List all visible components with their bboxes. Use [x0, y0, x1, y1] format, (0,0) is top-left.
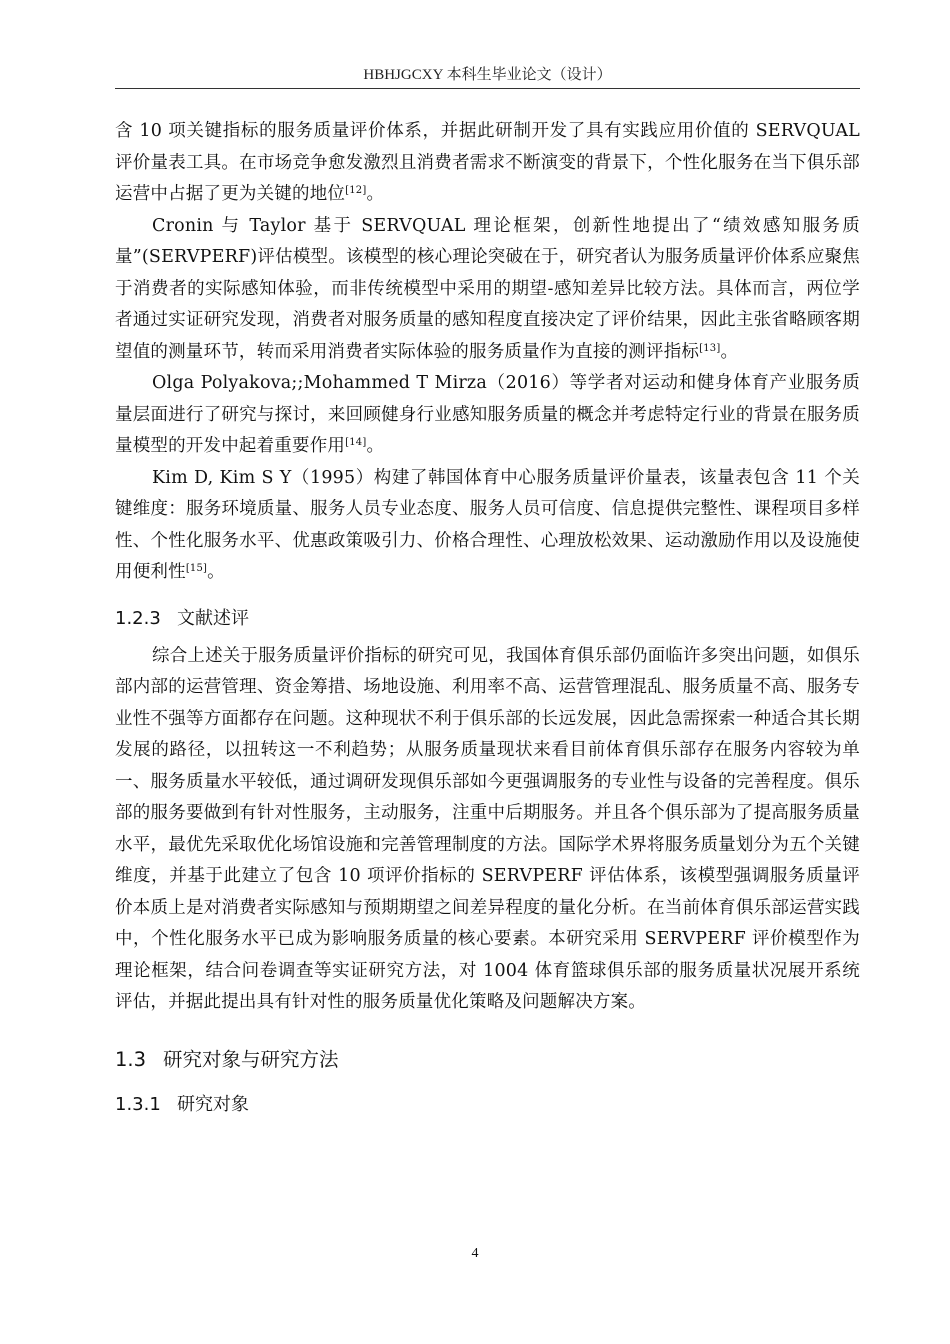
section-heading-1-2-3: 1.2.3 文献述评 — [115, 607, 249, 629]
citation-14: [14] — [345, 437, 367, 448]
paragraph-servqual-continuation: 含 10 项关键指标的服务质量评价体系，并据此研制开发了具有实践应用价值的 SERVQUAL 评价量表工具。在市场竞争愈发激烈且消费者需求不断演变的背景下，个性化服务在当下俱乐部运营中占据了更为关键的地位[12]。 — [115, 121, 860, 204]
citation-13: [13] — [699, 342, 721, 354]
citation-15: [15] — [185, 563, 208, 574]
citation-12: [12] — [345, 185, 367, 196]
section-heading-1-3-1: 1.3.1 研究对象 — [115, 1093, 249, 1115]
paragraph-servperf: Cronin 与 Taylor 基于 SERVQUAL 理论框架，创新性地提出了“绩效感知服务质量”(SERVPERF)评估模型。该模型的核心理论突破在于，研究者认为服务质量评价体系应聚焦于消费者的实际感知体验，而非传统模型中采用的期望-感知差异比较方法。具体而言，两位学者通过实证研究发现，消费者对服务质量的感知程度直接决定了评价结果，因此主张省略顾客期望值的测量环节，转而采用消费者实际体验的服务质量作为直接的测评指标[13]。 — [115, 215, 860, 362]
section-heading-1-3: 1.3 研究对象与研究方法 — [115, 1047, 339, 1071]
paragraph-polyakova: Olga Polyakova;;Mohammed T Mirza（2016）等学者对运动和健身体育产业服务质量层面进行了研究与探讨，来回顾健身行业感知服务质量的概念并考虑特定行业的背景在服务质量模型的开发中起着重要作用[14]。 — [115, 373, 860, 456]
page-body — [115, 116, 860, 1121]
paragraph-kim: Kim D, Kim S Y（1995）构建了韩国体育中心服务质量评价量表，该量表包含 11 个关键维度：服务环境质量、服务人员专业态度、服务人员可信度、信息提供完整性、课程项目多样性、个性化服务水平、优惠政策吸引力、价格合理性、心理放松效果、运动激励作用以及设施使用便利性[15]。 — [115, 467, 860, 582]
page-number: 4 — [471, 1246, 479, 1261]
paragraph-literature-review: 综合上述关于服务质量评价指标的研究可见，我国体育俱乐部仍面临许多突出问题，如俱乐部内部的运营管理、资金筹措、场地设施、利用率不高、运营管理混乱、服务质量不高、服务专业性不强等方面都存在问题。这种现状不利于俱乐部的长远发展，因此急需探索一种适合其长期发展的路径，以扭转这一不利趋势；从服务质量现状来看目前体育俱乐部存在服务内容较为单一、服务质量水平较低，通过调研发现俱乐部如今更强调服务的专业性与设备的完善程度。俱乐部的服务要做到有针对性服务，主动服务，注重中后期服务。并且各个俱乐部为了提高服务质量水平，最优先采取优化场馆设施和完善管理制度的方法。国际学术界将服务质量划分为五个关键维度，并基于此建立了包含 10 项评价指标的 SERVPERF 评估体系，该模型强调服务质量评价本质上是对消费者实际感知与预期期望之间差异程度的量化分析。在当前体育俱乐部运营实践中，个性化服务水平已成为影响服务质量的核心要素。本研究采用 SERVPERF 评价模型作为理论框架，结合问卷调查等实证研究方法，对 1004 体育篮球俱乐部的服务质量状况展开系统评估，并据此提出具有针对性的服务质量优化策略及问题解决方案。 — [115, 645, 860, 1012]
page-header: HBHJGCXY 本科生毕业论文（设计） — [363, 67, 612, 83]
header-divider — [115, 88, 860, 89]
